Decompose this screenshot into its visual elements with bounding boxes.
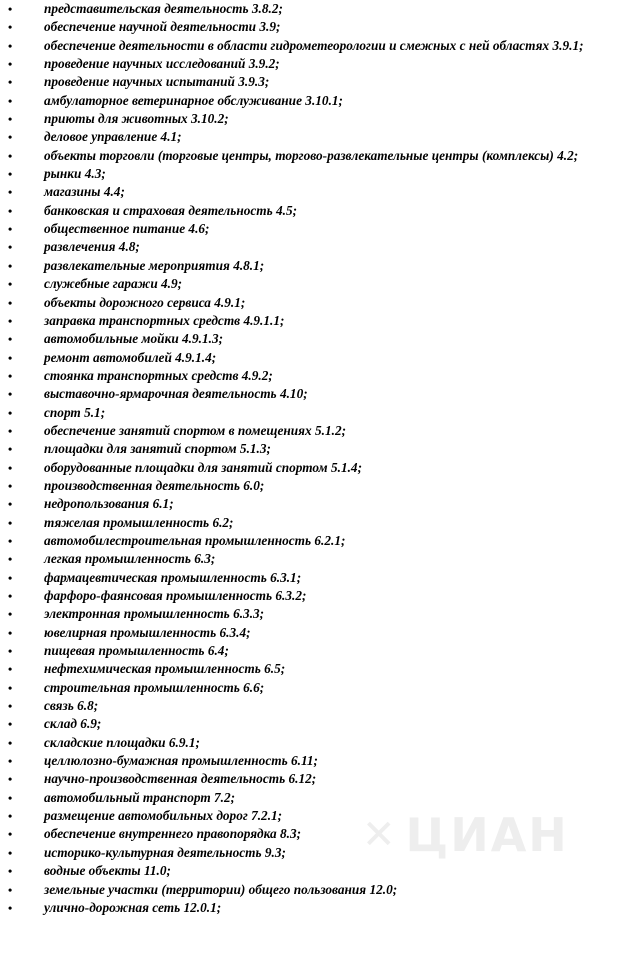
list-item: • развлекательные мероприятия 4.8.1; (0, 257, 627, 275)
list-item: • автомобильный транспорт 7.2; (0, 789, 627, 807)
list-item: • магазины 4.4; (0, 183, 627, 201)
list-item: • проведение научных испытаний 3.9.3; (0, 73, 627, 91)
list-item: • земельные участки (территории) общего пользования 12.0; (0, 881, 627, 899)
list-item: • обеспечение деятельности в области гидрометеорологии и смежных с ней областях 3.9.1; (0, 37, 627, 55)
watermark-symbol: ✕ (362, 812, 398, 858)
list-item: • автомобилестроительная промышленность 6.2.1; (0, 532, 627, 550)
list-item: • водные объекты 11.0; (0, 862, 627, 880)
list-item: • автомобильные мойки 4.9.1.3; (0, 330, 627, 348)
list-item: • электронная промышленность 6.3.3; (0, 605, 627, 623)
list-item: • склад 6.9; (0, 715, 627, 733)
list-item: • выставочно-ярмарочная деятельность 4.10; (0, 385, 627, 403)
list-item: • складские площадки 6.9.1; (0, 734, 627, 752)
list-item: • объекты дорожного сервиса 4.9.1; (0, 294, 627, 312)
watermark-text: ЦИАН (405, 808, 569, 862)
list-item: • заправка транспортных средств 4.9.1.1; (0, 312, 627, 330)
list-item: • проведение научных исследований 3.9.2; (0, 55, 627, 73)
list-item: • банковская и страховая деятельность 4.5; (0, 202, 627, 220)
list-item: • ремонт автомобилей 4.9.1.4; (0, 349, 627, 367)
list-item: • развлечения 4.8; (0, 238, 627, 256)
list-item: • площадки для занятий спортом 5.1.3; (0, 440, 627, 458)
list-item: • общественное питание 4.6; (0, 220, 627, 238)
list-item: • обеспечение внутреннего правопорядка 8.3; (0, 825, 627, 843)
list-item: • производственная деятельность 6.0; (0, 477, 627, 495)
list-item: • целлюлозно-бумажная промышленность 6.11; (0, 752, 627, 770)
list-item: • приюты для животных 3.10.2; (0, 110, 627, 128)
list-item: • размещение автомобильных дорог 7.2.1; (0, 807, 627, 825)
list-item: • нефтехимическая промышленность 6.5; (0, 660, 627, 678)
list-item: • историко-культурная деятельность 9.3; (0, 844, 627, 862)
list-item: • представительская деятельность 3.8.2; (0, 0, 627, 18)
list-item: • обеспечение научной деятельности 3.9; (0, 18, 627, 36)
list-item: • стоянка транспортных средств 4.9.2; (0, 367, 627, 385)
list-item: • рынки 4.3; (0, 165, 627, 183)
list-item: • спорт 5.1; (0, 404, 627, 422)
list-item: • оборудованные площадки для занятий спортом 5.1.4; (0, 459, 627, 477)
list-item: • связь 6.8; (0, 697, 627, 715)
list-item: • фармацевтическая промышленность 6.3.1; (0, 569, 627, 587)
list-item: • деловое управление 4.1; (0, 128, 627, 146)
list-item: • улично-дорожная сеть 12.0.1; (0, 899, 627, 917)
list-item: • ювелирная промышленность 6.3.4; (0, 624, 627, 642)
list-item: • строительная промышленность 6.6; (0, 679, 627, 697)
list-item: • объекты торговли (торговые центры, торгово-развлекательные центры (комплексы) 4.2; (0, 147, 627, 165)
list-item: • научно-производственная деятельность 6.12; (0, 770, 627, 788)
list-item: • пищевая промышленность 6.4; (0, 642, 627, 660)
list-item: • тяжелая промышленность 6.2; (0, 514, 627, 532)
list-item: • легкая промышленность 6.3; (0, 550, 627, 568)
list-item: • служебные гаражи 4.9; (0, 275, 627, 293)
list-item: • амбулаторное ветеринарное обслуживание 3.10.1; (0, 92, 627, 110)
list-item: • фарфоро-фаянсовая промышленность 6.3.2; (0, 587, 627, 605)
list-item: • недропользования 6.1; (0, 495, 627, 513)
list-item: • обеспечение занятий спортом в помещениях 5.1.2; (0, 422, 627, 440)
